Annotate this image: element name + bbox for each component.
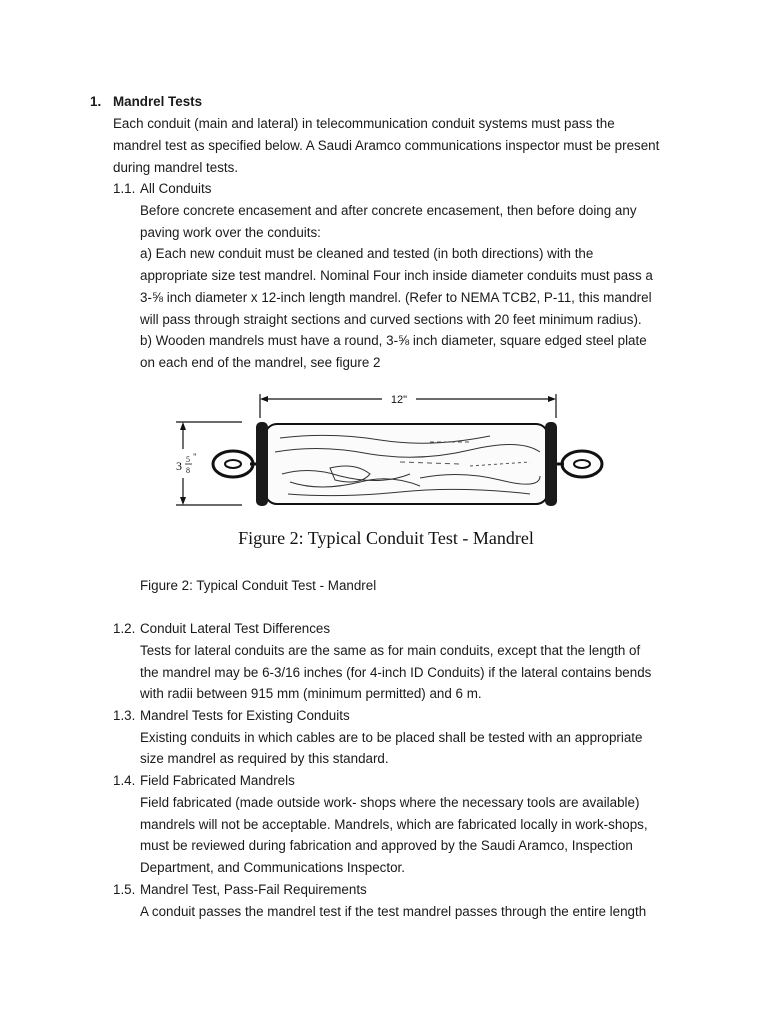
subsection-number: 1.3. bbox=[113, 708, 136, 723]
paragraph-line: Tests for lateral conduits are the same as for main conduits, except that the length of bbox=[140, 643, 641, 658]
subsection-number: 1.1. bbox=[113, 181, 136, 196]
section-number: 1. bbox=[90, 94, 102, 109]
length-label: 12" bbox=[390, 394, 408, 406]
paragraph-line: must be reviewed during fabrication and approved by the Saudi Aramco, Inspection bbox=[140, 838, 633, 853]
paragraph-line: paving work over the conduits: bbox=[140, 225, 321, 240]
paragraph-line: size mandrel as required by this standard. bbox=[140, 751, 389, 766]
subsection-title: Field Fabricated Mandrels bbox=[140, 773, 295, 788]
diameter-whole: 3 bbox=[176, 459, 182, 473]
paragraph-line: Before concrete encasement and after concrete encasement, then before doing any bbox=[140, 203, 637, 218]
paragraph-line: Department, and Communications Inspector. bbox=[140, 860, 405, 875]
subsection-title: Mandrel Test, Pass-Fail Requirements bbox=[140, 882, 367, 897]
paragraph-line: a) Each new conduit must be cleaned and tested (in both directions) with the bbox=[140, 246, 594, 261]
section-title: Mandrel Tests bbox=[113, 94, 203, 109]
subsection-number: 1.2. bbox=[113, 621, 136, 636]
subsection-number: 1.4. bbox=[113, 773, 136, 788]
paragraph-line: Field fabricated (made outside work- shops where the necessary tools are available) bbox=[140, 795, 640, 810]
mandrel-drawing bbox=[170, 382, 620, 557]
figure-caption: Figure 2: Typical Conduit Test - Mandrel bbox=[140, 578, 377, 593]
diameter-numerator: 5 bbox=[186, 455, 190, 464]
paragraph-line: appropriate size test mandrel. Nominal Four inch inside diameter conduits must pass a bbox=[140, 268, 653, 283]
paragraph-line: A conduit passes the mandrel test if the test mandrel passes through the entire length bbox=[140, 904, 647, 919]
paragraph-line: with radii between 915 mm (minimum permitted) and 6 m. bbox=[140, 686, 482, 701]
subsection-title: Mandrel Tests for Existing Conduits bbox=[140, 708, 350, 723]
inch-mark: " bbox=[193, 452, 197, 462]
paragraph-line: the mandrel may be 6-3/16 inches (for 4-inch ID Conduits) if the lateral contains bends bbox=[140, 665, 652, 680]
subsection-number: 1.5. bbox=[113, 882, 136, 897]
paragraph-line: Each conduit (main and lateral) in telecommunication conduit systems must pass the bbox=[113, 116, 615, 131]
subsection-title: Conduit Lateral Test Differences bbox=[140, 621, 331, 636]
paragraph-line: b) Wooden mandrels must have a round, 3-⅝ inch diameter, square edged steel plate bbox=[140, 333, 647, 348]
figure-image-caption: Figure 2: Typical Conduit Test - Mandrel bbox=[238, 528, 534, 548]
diameter-denominator: 8 bbox=[186, 466, 190, 475]
paragraph-line: will pass through straight sections and curved sections with 20 feet minimum radius). bbox=[140, 312, 642, 327]
paragraph-line: during mandrel tests. bbox=[113, 160, 239, 175]
paragraph-line: 3-⅝ inch diameter x 12-inch length mandrel. (Refer to NEMA TCB2, P-11, this mandrel bbox=[140, 290, 652, 305]
paragraph-line: Existing conduits in which cables are to be placed shall be tested with an appropriate bbox=[140, 730, 643, 745]
subsection-title: All Conduits bbox=[140, 181, 212, 196]
paragraph-line: on each end of the mandrel, see figure 2 bbox=[140, 355, 381, 370]
mandrel-figure bbox=[170, 382, 620, 557]
paragraph-line: mandrel test as specified below. A Saudi Aramco communications inspector must be present bbox=[113, 138, 660, 153]
paragraph-line: mandrels will not be acceptable. Mandrels, which are fabricated locally in work-shops, bbox=[140, 817, 648, 832]
